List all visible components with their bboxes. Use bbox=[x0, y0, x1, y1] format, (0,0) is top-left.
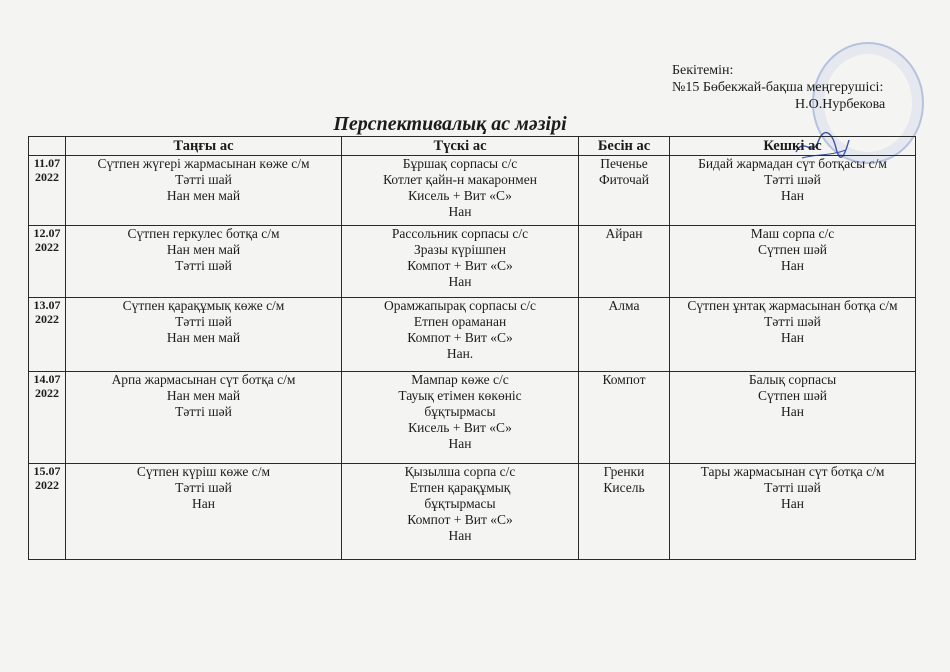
header-snack: Бесін ас bbox=[579, 137, 670, 156]
dish: Етпен ораманан bbox=[413, 314, 507, 329]
dish: Балық сорпасы bbox=[748, 372, 837, 387]
snack-cell bbox=[579, 372, 670, 464]
table-row bbox=[29, 156, 916, 226]
table-row bbox=[29, 298, 916, 372]
menu-table bbox=[28, 136, 916, 560]
dish: Нан bbox=[781, 258, 804, 273]
dish: Компот + Вит «С» bbox=[407, 258, 513, 273]
dish: Нан bbox=[781, 404, 804, 419]
approval-line-3: Н.О.Нурбекова bbox=[795, 97, 886, 112]
date-day: 13.07 bbox=[33, 298, 61, 312]
lunch-cell bbox=[342, 298, 579, 372]
lunch-cell bbox=[342, 226, 579, 298]
approval-block bbox=[672, 62, 885, 113]
dish: бұқтырмасы bbox=[424, 404, 496, 419]
dish: Тәтті шәй bbox=[764, 172, 821, 187]
lunch-cell bbox=[342, 372, 579, 464]
dish: Алма bbox=[608, 298, 640, 313]
dish: Сүтпен жүгері жармасынан көже с/м bbox=[97, 156, 310, 171]
page-title: Перспективалық ас мәзірі bbox=[333, 113, 567, 135]
table-row bbox=[29, 226, 916, 298]
dish: Тары жармасынан сүт ботқа с/м bbox=[700, 464, 885, 479]
dish: Нан bbox=[448, 436, 472, 451]
breakfast-cell bbox=[66, 226, 342, 298]
dish: Кисель + Вит «С» bbox=[408, 188, 512, 203]
dish: Тәтті шәй bbox=[764, 314, 821, 329]
dish: Кисель bbox=[603, 480, 645, 495]
dish: Бидай жармадан сүт ботқасы с/м bbox=[698, 156, 887, 171]
date-day: 15.07 bbox=[33, 464, 61, 478]
dish: Сүтпен шәй bbox=[757, 388, 828, 403]
header-dinner: Кешкі ас bbox=[670, 137, 916, 156]
date-cell bbox=[29, 372, 66, 464]
dish: Сүтпен шәй bbox=[757, 242, 828, 257]
breakfast-cell bbox=[66, 156, 342, 226]
date-day: 12.07 bbox=[33, 226, 61, 240]
dish: Айран bbox=[605, 226, 643, 241]
dish: Нан мен май bbox=[166, 388, 241, 403]
date-year: 2022 bbox=[35, 240, 59, 254]
dish: Сүтпен геркулес ботқа с/м bbox=[127, 226, 280, 241]
date-day: 11.07 bbox=[33, 156, 61, 170]
dish: Нан мен май bbox=[166, 330, 241, 345]
dish: Компот + Вит «С» bbox=[407, 330, 513, 345]
snack-cell bbox=[579, 156, 670, 226]
dish: Сүтпен күріш көже с/м bbox=[136, 464, 271, 479]
dish: Гренки bbox=[603, 464, 645, 479]
dish: Нан bbox=[448, 528, 472, 543]
snack-cell bbox=[579, 464, 670, 560]
dish: Нан bbox=[448, 274, 472, 289]
dish: Тәтті шәй bbox=[175, 480, 232, 495]
dish: Нан мен май bbox=[166, 242, 241, 257]
dish: Етпен қарақұмық bbox=[409, 480, 511, 495]
approval-line-2: №15 Бөбекжай-бақша меңгерушісі: bbox=[672, 80, 884, 95]
dish: Тәтті шәй bbox=[764, 480, 821, 495]
dish: Нан мен май bbox=[166, 188, 241, 203]
dish: бұқтырмасы bbox=[424, 496, 496, 511]
dish: Компот bbox=[602, 372, 646, 387]
dish: Тауық етімен көкөніс bbox=[398, 388, 522, 403]
header-lunch: Түскі ас bbox=[342, 137, 579, 156]
dish: Рассольник сорпасы с/с bbox=[391, 226, 529, 241]
dish: Печенье bbox=[600, 156, 648, 171]
dish: Нан bbox=[192, 496, 215, 511]
dish: Тәтті шәй bbox=[175, 258, 232, 273]
lunch-cell bbox=[342, 156, 579, 226]
date-cell bbox=[29, 298, 66, 372]
header-date bbox=[29, 137, 66, 156]
date-year: 2022 bbox=[35, 170, 59, 184]
dish: Бұршақ сорпасы с/с bbox=[402, 156, 518, 171]
dish: Мампар көже с/с bbox=[411, 372, 509, 387]
dish: Фиточай bbox=[598, 172, 650, 187]
table-row bbox=[29, 372, 916, 464]
dish: Тәтті шәй bbox=[175, 404, 232, 419]
dish: Кисель + Вит «С» bbox=[408, 420, 512, 435]
breakfast-cell bbox=[66, 298, 342, 372]
dish: Тәтті шай bbox=[175, 172, 232, 187]
dish: Сүтпен қарақұмық көже с/м bbox=[122, 298, 285, 313]
dinner-cell bbox=[670, 464, 916, 560]
dish: Арпа жармасынан сүт ботқа с/м bbox=[111, 372, 296, 387]
dish: Сүтпен ұнтақ жармасынан ботқа с/м bbox=[687, 298, 898, 313]
date-cell bbox=[29, 226, 66, 298]
dish: Орамжапырақ сорпасы с/с bbox=[383, 298, 537, 313]
header-breakfast: Таңғы ас bbox=[66, 137, 342, 156]
dish: Қызылша сорпа с/с bbox=[404, 464, 516, 479]
dish: Нан bbox=[781, 188, 804, 203]
date-cell bbox=[29, 464, 66, 560]
lunch-cell bbox=[342, 464, 579, 560]
dish: Котлет қайн-н макаронмен bbox=[383, 172, 537, 187]
dinner-cell bbox=[670, 226, 916, 298]
breakfast-cell bbox=[66, 464, 342, 560]
dish: Маш сорпа с/с bbox=[750, 226, 835, 241]
dinner-cell bbox=[670, 156, 916, 226]
snack-cell bbox=[579, 298, 670, 372]
dinner-cell bbox=[670, 372, 916, 464]
dish: Нан bbox=[448, 204, 472, 219]
dish: Нан bbox=[781, 496, 804, 511]
breakfast-cell bbox=[66, 372, 342, 464]
date-cell bbox=[29, 156, 66, 226]
dish: Компот + Вит «С» bbox=[407, 512, 513, 527]
date-year: 2022 bbox=[35, 478, 59, 492]
date-year: 2022 bbox=[35, 386, 59, 400]
dish: Тәтті шәй bbox=[175, 314, 232, 329]
table-header-row bbox=[29, 137, 916, 156]
approval-line-1: Бекітемін: bbox=[672, 63, 734, 78]
table-row bbox=[29, 464, 916, 560]
dinner-cell bbox=[670, 298, 916, 372]
dish: Зразы күрішпен bbox=[414, 242, 506, 257]
date-day: 14.07 bbox=[33, 372, 61, 386]
date-year: 2022 bbox=[35, 312, 59, 326]
dish: Нан bbox=[781, 330, 804, 345]
dish: Нан. bbox=[446, 346, 474, 361]
snack-cell bbox=[579, 226, 670, 298]
